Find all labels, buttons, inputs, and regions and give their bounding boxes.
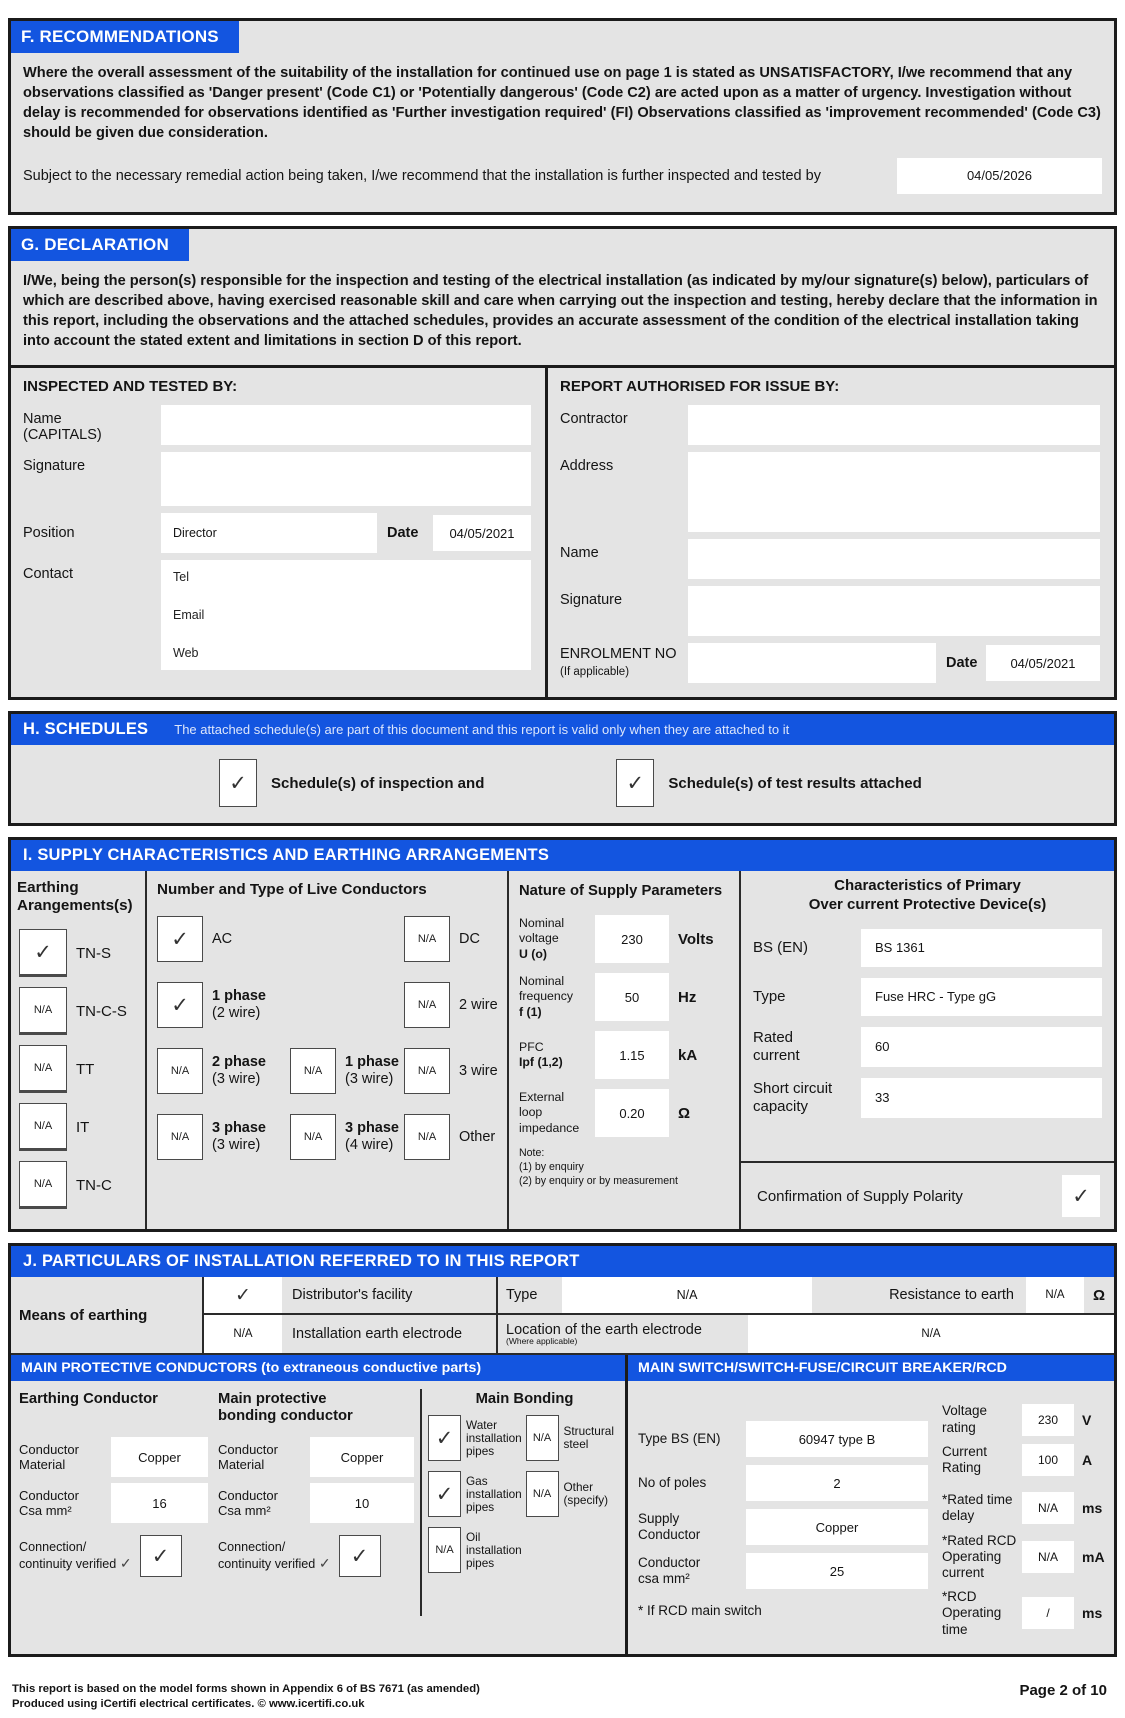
distributors-facility-checkbox[interactable]: ✓ xyxy=(204,1277,282,1313)
rcd-operating-current-label: *Rated RCD Operating current xyxy=(942,1532,1017,1580)
section-j-particulars xyxy=(8,1243,1117,1656)
recommendations-paragraph: Where the overall assessment of the suitability of the installation for continued use on page 1 is stated as UNSATISFACTORY, I/we recommend that any observations classified as 'Danger present' (Code C1) or 'Potentially dangerous' (Code C2) are acted upon as a matter of urgency. Investigation without delay is recommended for observations identified as 'Further investigation required' (FI) Observations classified as 'improvement recommended' (Code C3) should be given due consideration. xyxy=(23,65,1101,142)
earth-electrode-checkbox[interactable]: N/A xyxy=(204,1315,282,1353)
water-pipes-label: Water installation pipes xyxy=(466,1417,522,1459)
rated-time-delay-label: *Rated time delay xyxy=(942,1492,1013,1524)
supply-parameters-heading: Nature of Supply Parameters xyxy=(519,883,723,899)
three-phase-3wire-label: 3 phase (3 wire) xyxy=(212,1120,266,1153)
oil-pipes-label: Oil installation pipes xyxy=(466,1529,522,1571)
two-wire-label: 2 wire xyxy=(459,996,498,1013)
pfc-label: PFC Ipf (1,2) xyxy=(519,1039,563,1069)
main-switch-panel xyxy=(628,1355,1114,1653)
schedule-inspection-checkbox[interactable]: ✓ xyxy=(219,759,257,807)
earth-electrode-label: Installation earth electrode xyxy=(282,1315,498,1353)
current-rating-label: Current Rating xyxy=(942,1443,988,1476)
one-phase-2wire-label: 1 phase (2 wire) xyxy=(212,988,266,1021)
voltage-rating-field[interactable]: 230 xyxy=(1022,1404,1074,1436)
schedule-inspection-label: Schedule(s) of inspection and xyxy=(271,774,485,792)
other-conductor-checkbox[interactable]: N/A xyxy=(404,1114,450,1160)
bs-en-field[interactable]: BS 1361 xyxy=(861,929,1102,967)
section-j-title: J. PARTICULARS OF INSTALLATION REFERRED TO IN THIS REPORT xyxy=(23,1252,580,1271)
enrolment-label: ENROLMENT NO (If applicable) xyxy=(560,646,677,678)
dc-label: DC xyxy=(459,930,480,947)
section-f-title: F. RECOMMENDATIONS xyxy=(11,21,239,53)
two-phase-3wire-label: 2 phase (3 wire) xyxy=(212,1054,266,1087)
supply-parameters-column xyxy=(509,871,741,1229)
voltage-unit: V xyxy=(1082,1411,1092,1428)
hz-unit: Hz xyxy=(678,988,697,1006)
section-i-title: I. SUPPLY CHARACTERISTICS AND EARTHING ARRANGEMENTS xyxy=(23,846,550,864)
position-field[interactable]: Director xyxy=(161,513,377,553)
current-unit: A xyxy=(1082,1452,1093,1469)
earthing-type-field[interactable]: N/A xyxy=(562,1277,812,1313)
ac-label: AC xyxy=(212,930,233,947)
footer-note: This report is based on the model forms shown in Appendix 6 of BS 7671 (as amended) Produced using iCertifi electrical certificates. © www.icertifi.co.uk xyxy=(12,1682,480,1710)
one-phase-3wire-checkbox[interactable]: N/A xyxy=(290,1048,336,1094)
retest-statement: Subject to the necessary remedial action being taken, I/we recommend that the installation is further inspected and tested by xyxy=(23,167,821,184)
ec-material-label: Conductor Material xyxy=(19,1441,79,1473)
main-bonding-heading: Main Bonding xyxy=(475,1391,574,1408)
ocpd-type-field[interactable]: Fuse HRC - Type gG xyxy=(861,978,1102,1016)
main-switch-title: MAIN SWITCH/SWITCH-FUSE/CIRCUIT BREAKER/RCD xyxy=(628,1355,1114,1381)
it-label: IT xyxy=(76,1118,90,1136)
inspector-signature-field[interactable] xyxy=(161,452,531,506)
authorised-signature-label: Signature xyxy=(560,592,623,608)
authorised-name-field[interactable] xyxy=(688,539,1100,579)
contractor-label: Contractor xyxy=(560,411,628,427)
bc-verified-checkbox[interactable]: ✓ xyxy=(339,1535,381,1577)
rcd-operating-time-label: *RCD Operating time xyxy=(942,1589,1002,1637)
one-phase-3wire-label: 1 phase (3 wire) xyxy=(345,1054,399,1087)
enrolment-field[interactable] xyxy=(688,643,936,683)
tnc-label: TN-C xyxy=(76,1176,112,1194)
earthing-arrangements-column xyxy=(11,871,147,1229)
bc-verified-inline-tick: ✓ xyxy=(318,1555,331,1572)
supply-polarity-label: Confirmation of Supply Polarity xyxy=(757,1187,963,1205)
ec-verified-checkbox[interactable]: ✓ xyxy=(140,1535,182,1577)
rcd-footnote: * If RCD main switch xyxy=(638,1603,762,1619)
two-wire-checkbox[interactable]: N/A xyxy=(404,982,450,1028)
current-rating-field[interactable]: 100 xyxy=(1022,1444,1074,1476)
conductor-csa-field[interactable]: 25 xyxy=(746,1553,928,1589)
earthing-conductor-heading: Earthing Conductor xyxy=(19,1391,158,1408)
rcd-time-unit: ms xyxy=(1082,1605,1103,1622)
gas-pipes-label: Gas installation pipes xyxy=(466,1473,522,1515)
contact-field[interactable] xyxy=(161,560,531,670)
no-of-poles-field[interactable]: 2 xyxy=(746,1465,928,1501)
main-protective-conductors-title: MAIN PROTECTIVE CONDUCTORS (to extraneous conductive parts) xyxy=(11,1355,625,1381)
authorised-by-panel xyxy=(548,368,1114,697)
supply-note: Note: (1) by enquiry (2) by enquiry or by measurement xyxy=(519,1147,678,1187)
delay-unit: ms xyxy=(1082,1500,1103,1517)
tnc-checkbox[interactable]: N/A xyxy=(19,1161,67,1209)
tns-checkbox[interactable]: ✓ xyxy=(19,929,67,977)
position-label: Position xyxy=(23,525,75,541)
email-label: Email xyxy=(173,608,205,622)
tt-label: TT xyxy=(76,1060,95,1078)
resistance-to-earth-field[interactable]: N/A xyxy=(1026,1277,1084,1313)
authorised-date-field[interactable]: 04/05/2021 xyxy=(986,645,1100,681)
voltage-rating-label: Voltage rating xyxy=(942,1403,988,1435)
ocpd-column xyxy=(741,871,1114,1229)
section-h-schedules xyxy=(8,711,1117,826)
resistance-to-earth-label: Resistance to earth xyxy=(889,1287,1014,1304)
section-g-title: G. DECLARATION xyxy=(11,229,189,261)
other-bonding-checkbox[interactable]: N/A xyxy=(526,1471,559,1517)
ec-verified-label: Connection/ continuity verified ✓ xyxy=(19,1539,132,1572)
ac-checkbox[interactable]: ✓ xyxy=(157,916,203,962)
schedule-test-results-checkbox[interactable]: ✓ xyxy=(616,759,654,807)
other-conductor-label: Other xyxy=(459,1128,496,1145)
nominal-voltage-label: Nominal voltage U (o) xyxy=(519,915,565,961)
it-checkbox[interactable]: N/A xyxy=(19,1103,67,1151)
inspected-by-heading: INSPECTED AND TESTED BY: xyxy=(23,378,238,395)
retest-date-field[interactable]: 04/05/2026 xyxy=(897,158,1102,194)
section-i-supply-characteristics xyxy=(8,837,1117,1232)
type-bs-en-label: Type BS (EN) xyxy=(638,1431,721,1447)
two-phase-3wire-checkbox[interactable]: N/A xyxy=(157,1048,203,1094)
tt-checkbox[interactable]: N/A xyxy=(19,1045,67,1093)
supply-polarity-checkbox[interactable]: ✓ xyxy=(1062,1175,1100,1217)
means-of-earthing-label: Means of earthing xyxy=(11,1277,204,1353)
bc-csa-field[interactable]: 10 xyxy=(310,1483,414,1523)
rated-time-delay-field[interactable]: N/A xyxy=(1022,1492,1074,1524)
schedule-test-results-label: Schedule(s) of test results attached xyxy=(668,774,922,792)
ec-csa-field[interactable]: 16 xyxy=(111,1483,208,1523)
tel-label: Tel xyxy=(173,570,189,584)
declaration-paragraph: I/We, being the person(s) responsible for the inspection and testing of the electrical installation (as indicated by my/our signature(s) below), particulars of which are described above, having exercised reasonable skill and care when carrying out the inspection and testing, hereby declare that the information in this report, including the observations and the attached schedules, provides an accurate assessment of the condition of the electrical installation taking into account the stated extent and limitations in section D of this report. xyxy=(23,272,1098,349)
other-bonding-label: Other (specify) xyxy=(563,1480,609,1508)
supply-conductor-label: Supply Conductor xyxy=(638,1511,701,1543)
electrode-location-label: Location of the earth electrode (Where applicable) xyxy=(506,1321,702,1347)
external-loop-impedance-label: External loop impedance xyxy=(519,1089,580,1135)
external-loop-impedance-field[interactable]: 0.20 xyxy=(595,1089,669,1137)
ohm-unit: Ω xyxy=(678,1104,691,1122)
rcd-operating-current-field[interactable]: N/A xyxy=(1022,1541,1074,1573)
section-h-subtitle: The attached schedule(s) are part of this document and this report is valid only when they are attached to it xyxy=(174,722,790,737)
authorised-signature-field[interactable] xyxy=(688,586,1100,636)
live-conductors-heading: Number and Type of Live Conductors xyxy=(157,881,427,898)
pfc-field[interactable]: 1.15 xyxy=(595,1031,669,1079)
three-phase-3wire-checkbox[interactable]: N/A xyxy=(157,1114,203,1160)
address-field[interactable] xyxy=(688,452,1100,532)
contractor-field[interactable] xyxy=(688,405,1100,445)
tncs-label: TN-C-S xyxy=(76,1002,127,1020)
rated-current-label: Rated current xyxy=(753,1028,800,1064)
ec-material-field[interactable]: Copper xyxy=(111,1437,208,1477)
nominal-frequency-label: Nominal frequency f (1) xyxy=(519,973,574,1019)
authorised-date-label: Date xyxy=(946,655,978,671)
oil-pipes-checkbox[interactable]: N/A xyxy=(428,1527,461,1573)
rcd-operating-time-field[interactable]: / xyxy=(1022,1597,1074,1629)
conductor-csa-label: Conductor csa mm² xyxy=(638,1555,701,1587)
structural-steel-label: Structural steel xyxy=(563,1424,614,1452)
ocpd-type-label: Type xyxy=(753,987,786,1005)
bc-material-field[interactable]: Copper xyxy=(310,1437,414,1477)
ka-unit: kA xyxy=(678,1046,698,1064)
tncs-checkbox[interactable]: N/A xyxy=(19,987,67,1035)
supply-conductor-field[interactable]: Copper xyxy=(746,1509,928,1545)
dc-checkbox[interactable]: N/A xyxy=(404,916,450,962)
short-circuit-capacity-label: Short circuit capacity xyxy=(753,1079,833,1115)
volts-unit: Volts xyxy=(678,930,714,948)
authorised-name-label: Name xyxy=(560,545,599,561)
name-capitals-label: Name (CAPITALS) xyxy=(23,411,102,443)
inspected-by-panel xyxy=(11,368,548,697)
nominal-frequency-field[interactable]: 50 xyxy=(595,973,669,1021)
live-conductors-column xyxy=(147,871,509,1229)
bc-csa-label: Conductor Csa mm² xyxy=(218,1487,278,1519)
short-circuit-capacity-field[interactable]: 33 xyxy=(861,1078,1102,1118)
earthing-type-label: Type xyxy=(506,1287,538,1304)
section-f-recommendations xyxy=(8,18,1117,215)
resistance-ohm-unit: Ω xyxy=(1092,1286,1106,1304)
bonding-conductor-heading: Main protective bonding conductor xyxy=(218,1391,353,1425)
type-bs-en-field[interactable]: 60947 type B xyxy=(746,1421,928,1457)
rcd-current-unit: mA xyxy=(1082,1548,1105,1565)
one-phase-2wire-checkbox[interactable]: ✓ xyxy=(157,982,203,1028)
section-g-declaration xyxy=(8,226,1117,701)
web-label: Web xyxy=(173,646,199,660)
water-pipes-checkbox[interactable]: ✓ xyxy=(428,1415,461,1461)
structural-steel-checkbox[interactable]: N/A xyxy=(526,1415,559,1461)
bs-en-label: BS (EN) xyxy=(753,938,809,956)
three-phase-4wire-label: 3 phase (4 wire) xyxy=(345,1120,399,1153)
earthing-arrangements-heading: Earthing Arangements(s) xyxy=(17,879,133,915)
three-phase-4wire-checkbox[interactable]: N/A xyxy=(290,1114,336,1160)
signature-label: Signature xyxy=(23,458,86,474)
three-wire-label: 3 wire xyxy=(459,1062,498,1079)
no-of-poles-label: No of poles xyxy=(638,1475,707,1491)
authorised-by-heading: REPORT AUTHORISED FOR ISSUE BY: xyxy=(560,378,840,395)
gas-pipes-checkbox[interactable]: ✓ xyxy=(428,1471,461,1517)
three-wire-checkbox[interactable]: N/A xyxy=(404,1048,450,1094)
main-protective-conductors-panel xyxy=(11,1355,628,1653)
address-label: Address xyxy=(560,458,614,474)
section-h-title: H. SCHEDULES xyxy=(23,720,149,738)
rated-current-field[interactable]: 60 xyxy=(861,1027,1102,1067)
nominal-voltage-field[interactable]: 230 xyxy=(595,915,669,963)
tns-label: TN-S xyxy=(76,944,111,962)
page-number: Page 2 of 10 xyxy=(1019,1681,1107,1699)
page-footer xyxy=(8,1668,1117,1713)
ec-csa-label: Conductor Csa mm² xyxy=(19,1487,79,1519)
inspector-date-field[interactable]: 04/05/2021 xyxy=(433,515,531,551)
contact-label: Contact xyxy=(23,566,73,582)
ocpd-heading: Characteristics of Primary Over current Protective Device(s) xyxy=(808,877,1047,913)
electrode-location-field[interactable]: N/A xyxy=(748,1315,1114,1353)
inspector-date-label: Date xyxy=(387,525,419,541)
distributors-facility-label: Distributor's facility xyxy=(282,1277,498,1313)
bc-material-label: Conductor Material xyxy=(218,1441,278,1473)
ec-verified-inline-tick: ✓ xyxy=(119,1555,132,1572)
inspector-name-field[interactable] xyxy=(161,405,531,445)
bc-verified-label: Connection/ continuity verified ✓ xyxy=(218,1539,331,1572)
